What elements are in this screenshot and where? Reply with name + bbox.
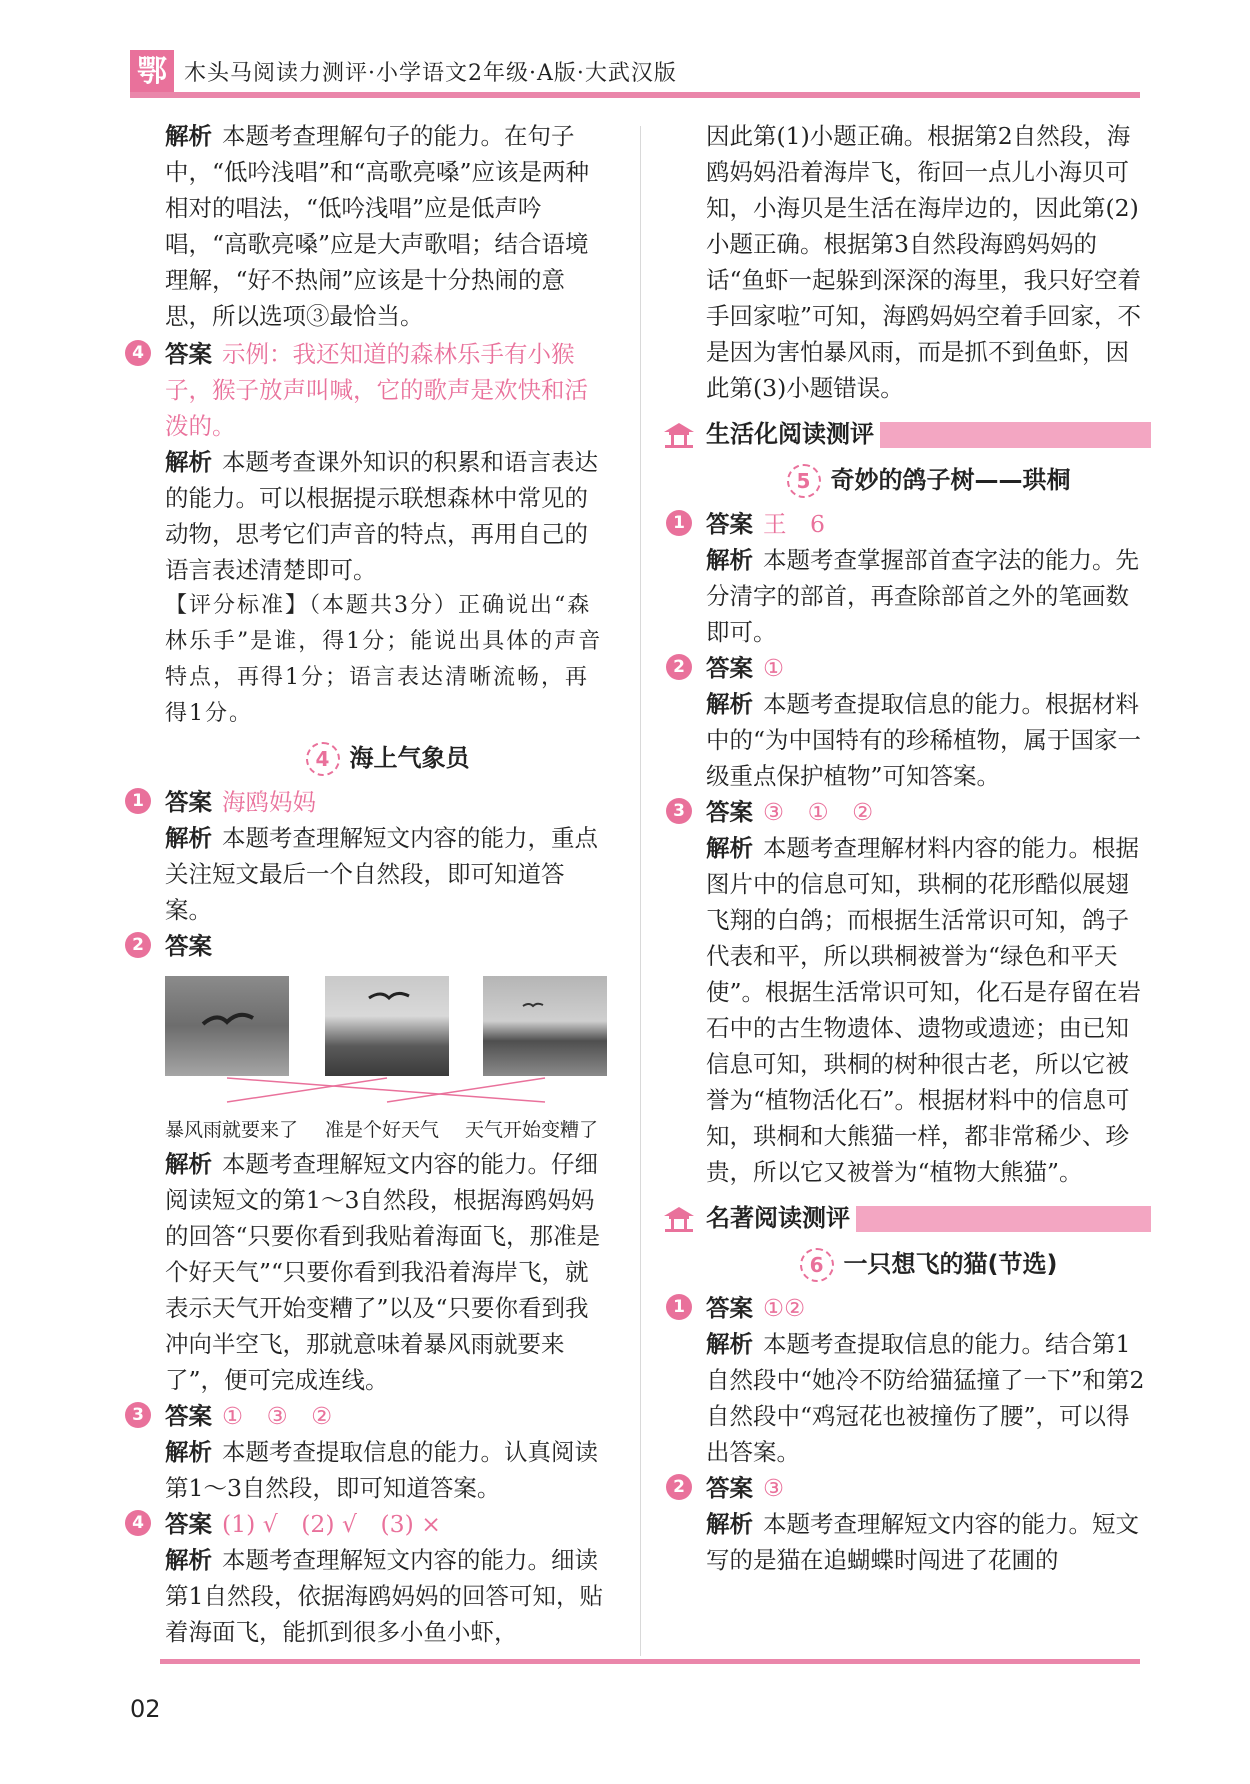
section-number: 4 <box>306 742 340 776</box>
answer-label: 答案 <box>165 1402 212 1430</box>
answer-label: 答案 <box>706 510 753 538</box>
question-number: 4 <box>125 340 151 366</box>
analysis-text: 本题考查课外知识的积累和语言表达的能力。可以根据提示联想森林中常见的动物，思考它们声音的特点，再用自己的语言表述清楚即可。 <box>165 448 598 584</box>
answer-text: 王 6 <box>763 510 825 538</box>
caption-3: 天气开始变糟了 <box>465 1119 599 1141</box>
section-number: 6 <box>800 1248 834 1282</box>
region-logo: 鄂 <box>130 50 174 94</box>
analysis-text: 本题考查提取信息的能力。结合第1自然段中“她冷不防给猫猛撞了一下”和第2自然段中“鸡冠花也被撞伤了腰”，可以得出答案。 <box>706 1330 1145 1466</box>
question-number: 1 <box>666 1294 692 1320</box>
answer-1 <box>673 506 1151 650</box>
answer-1 <box>132 784 610 928</box>
question-number: 2 <box>666 654 692 680</box>
seagull-photos <box>165 976 610 1076</box>
analysis-label: 解析 <box>165 1150 212 1178</box>
seagull-icon <box>165 976 289 1076</box>
analysis-label: 解析 <box>165 448 212 476</box>
analysis-label: 解析 <box>706 1330 753 1358</box>
answer-2 <box>673 1470 1151 1578</box>
answer-text: ① <box>763 654 785 682</box>
footer-divider <box>160 1659 1140 1664</box>
answer-label: 答案 <box>165 788 212 816</box>
question-4 <box>132 336 610 732</box>
photo-seagull-over-sea <box>165 976 289 1076</box>
analysis-text: 本题考查理解句子的能力。在句子中，“低吟浅唱”和“高歌亮嗓”应该是两种相对的唱法，“低吟浅唱”应是低声吟唱，“高歌亮嗓”应是大声歌唱；结合语境理解，“好不热闹”应该是十分热闹的意思，所以选项③最恰当。 <box>165 122 590 330</box>
answer-label: 答案 <box>165 932 212 960</box>
answer-label: 答案 <box>706 798 753 826</box>
analysis-text: 本题考查提取信息的能力。认真阅读第1～3自然段，即可知道答案。 <box>165 1438 598 1502</box>
answer-4 <box>132 1506 610 1650</box>
page-header <box>130 50 1140 98</box>
section-title-5 <box>706 460 1151 500</box>
section-title-text: 海上气象员 <box>349 744 470 772</box>
section-title-6 <box>706 1244 1151 1284</box>
analysis-label: 解析 <box>165 122 212 150</box>
section-banner-life-reading <box>666 414 1151 454</box>
analysis-text: 本题考查理解短文内容的能力。仔细阅读短文的第1～3自然段，根据海鸥妈妈的回答“只要你看到我贴着海面飞，那准是个好天气”“只要你看到我沿着海岸飞，就表示天气开始变糟了”以及“只要你看到我冲向半空飞，那就意味着暴风雨就要来了”，便可完成连线。 <box>165 1150 601 1394</box>
banner-title: 生活化阅读测评 <box>706 414 880 454</box>
section-title-4 <box>165 738 610 778</box>
analysis-text: 本题考查理解短文内容的能力。细读第1自然段，依据海鸥妈妈的回答可知，贴着海面飞，能抓到很多小鱼小虾， <box>165 1546 603 1646</box>
answer-label: 答案 <box>165 1510 212 1538</box>
answer-text: 示例：我还知道的森林乐手有小猴子，猴子放声叫喊，它的歌声是欢快和活泼的。 <box>165 340 588 440</box>
section-banner-classic-reading <box>666 1198 1151 1238</box>
question-number: 4 <box>125 1510 151 1536</box>
analysis-label: 解析 <box>706 1510 753 1538</box>
analysis-label: 解析 <box>706 546 753 574</box>
pavilion-icon <box>662 420 696 448</box>
analysis-label: 解析 <box>165 824 212 852</box>
answer-2 <box>132 928 610 1398</box>
section-title-text: 一只想飞的猫(节选) <box>843 1250 1058 1278</box>
header-divider <box>130 92 1140 98</box>
page-number: 02 <box>130 1695 161 1723</box>
seagull-icon <box>325 976 449 1076</box>
question-number: 2 <box>125 932 151 958</box>
matching-lines <box>165 1076 610 1104</box>
section-title-text: 奇妙的鸽子树——珙桐 <box>830 466 1071 494</box>
answer-text: (1) √ (2) √ (3) × <box>222 1510 441 1538</box>
banner-title: 名著阅读测评 <box>706 1198 856 1238</box>
seagull-icon <box>483 976 607 1076</box>
photo-seagull-sky <box>483 976 607 1076</box>
answer-text: ① ③ ② <box>222 1402 333 1430</box>
answer-2 <box>673 650 1151 794</box>
question-number: 3 <box>125 1402 151 1428</box>
answer-text: 海鸥妈妈 <box>222 788 316 816</box>
analysis-label: 解析 <box>706 690 753 718</box>
question-number: 2 <box>666 1474 692 1500</box>
answer-text: ③ ① ② <box>763 798 874 826</box>
analysis-text: 本题考查掌握部首查字法的能力。先分清字的部首，再查除部首之外的笔画数即可。 <box>706 546 1139 646</box>
caption-1: 暴风雨就要来了 <box>165 1119 299 1141</box>
answer-label: 答案 <box>706 654 753 682</box>
answer-label: 答案 <box>706 1294 753 1322</box>
answer-label: 答案 <box>706 1474 753 1502</box>
analysis-text: 本题考查理解短文内容的能力，重点关注短文最后一个自然段，即可知道答案。 <box>165 824 598 924</box>
answer-text: ①② <box>763 1294 806 1322</box>
book-title: 木头马阅读力测评·小学语文2年级·A版·大武汉版 <box>184 61 677 86</box>
question-number: 1 <box>125 788 151 814</box>
answer-text: ③ <box>763 1474 785 1502</box>
answer-3 <box>673 794 1151 1190</box>
left-column <box>132 118 610 1650</box>
analysis-text: 本题考查理解材料内容的能力。根据图片中的信息可知，珙桐的花形酷似展翅飞翔的白鸽；而根据生活常识可知，鸽子代表和平，所以珙桐被誉为“绿色和平天使”。根据生活常识可知，化石是存留在岩石中的古生物遗体、遗物或遗迹；由已知信息可知，珙桐的树种很古老，所以它被誉为“植物活化石”。根据材料中的信息可知，珙桐和大熊猫一样，都非常稀少、珍贵，所以它又被誉为“植物大熊猫”。 <box>706 834 1142 1186</box>
analysis-label: 解析 <box>706 834 753 862</box>
scoring-standard: 【评分标准】（本题共3分）正确说出“森林乐手”是谁，得1分；能说出具体的声音特点，再得1分；语言表达清晰流畅，再得1分。 <box>165 593 603 726</box>
analysis-label: 解析 <box>165 1438 212 1466</box>
analysis-text: 本题考查理解短文内容的能力。短文写的是猫在追蝴蝶时闯进了花圃的 <box>706 1510 1139 1574</box>
analysis-block <box>165 118 610 334</box>
pavilion-icon <box>662 1204 696 1232</box>
caption-2: 准是个好天气 <box>325 1119 440 1141</box>
section-number: 5 <box>787 464 821 498</box>
question-number: 1 <box>666 510 692 536</box>
right-column <box>673 118 1151 1578</box>
column-divider <box>640 126 641 1656</box>
analysis-text: 本题考查提取信息的能力。根据材料中的“为中国特有的珍稀植物，属于国家一级重点保护植物”可知答案。 <box>706 690 1142 790</box>
analysis-label: 解析 <box>165 1546 212 1574</box>
continued-analysis: 因此第(1)小题正确。根据第2自然段，海鸥妈妈沿着海岸飞，衔回一点儿小海贝可知，小海贝是生活在海岸边的，因此第(2)小题正确。根据第3自然段海鸥妈妈的话“鱼虾一起躲到深深的海里，我只好空着手回家啦”可知，海鸥妈妈空着手回家，不是因为害怕暴风雨，而是抓不到鱼虾，因此第(3)小题错误。 <box>706 122 1142 402</box>
question-number: 3 <box>666 798 692 824</box>
banner-bar <box>876 422 1151 448</box>
photo-captions <box>165 1114 610 1146</box>
photo-seagull-coast <box>325 976 449 1076</box>
answer-1 <box>673 1290 1151 1470</box>
banner-bar <box>836 1206 1151 1232</box>
answer-3 <box>132 1398 610 1506</box>
answer-label: 答案 <box>165 340 212 368</box>
